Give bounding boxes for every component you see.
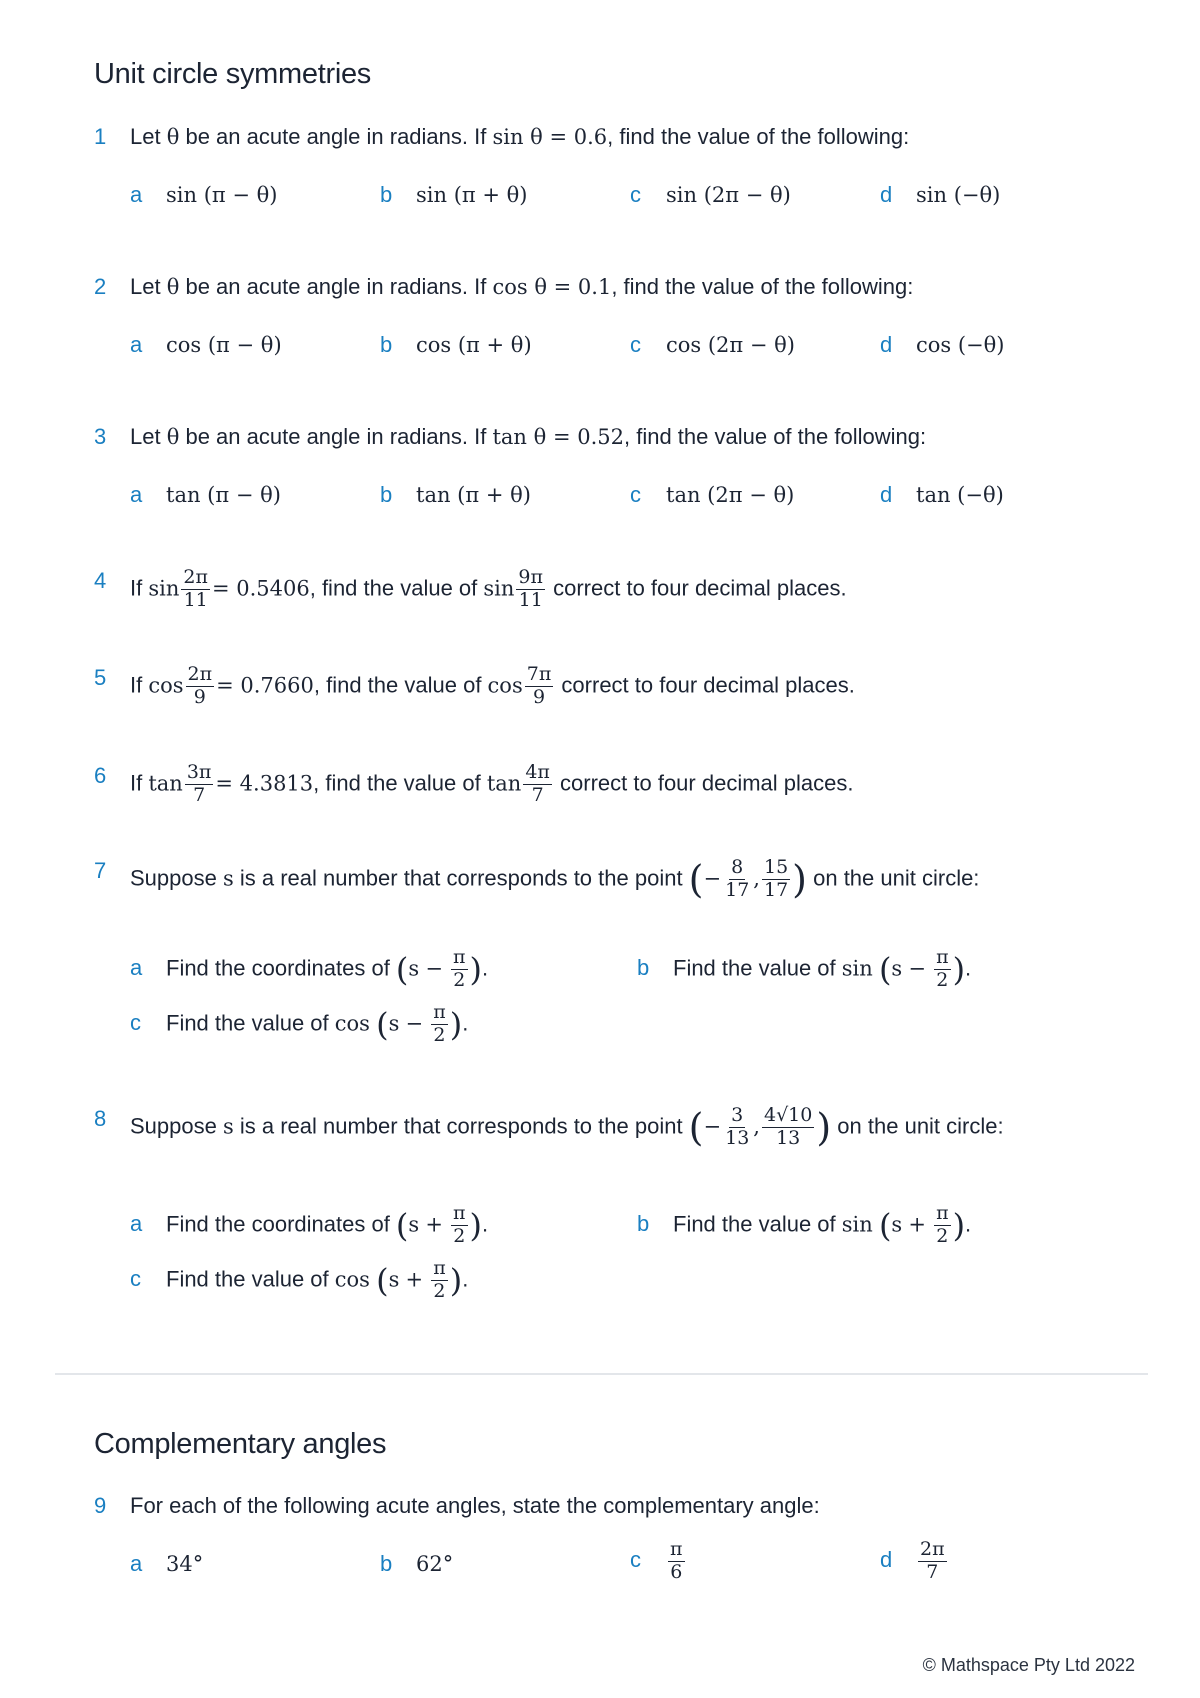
question-2: 2 Let θ be an acute angle in radians. If cos θ = 0.1, find the value of the following: — [94, 274, 914, 299]
fraction: $\frac{\pi}{2}$ — [453, 946, 466, 991]
fraction: $\frac{15}{17}$ — [763, 856, 789, 901]
question-9-part-c: c $\frac{\pi}{6}$ — [630, 1538, 683, 1583]
fraction: $\frac{\pi}{2}$ — [433, 1257, 446, 1302]
question-5: 5 If cos $\frac{2\pi}{9}$ = 0.7660, find the value of cos $\frac{7\pi}{9}$ correct to four decimal places. — [94, 663, 855, 708]
question-3-part-d: d tan (−θ) — [880, 482, 1004, 507]
section-divider — [55, 1373, 1148, 1375]
question-9-part-a: a 34° — [130, 1551, 204, 1576]
fraction: $\frac{2\pi}{9}$ — [187, 663, 213, 708]
question-number: 7 — [94, 858, 107, 883]
question-3-part-c: c tan (2π − θ) — [630, 482, 795, 507]
fraction: $\frac{\pi}{2}$ — [433, 1001, 446, 1046]
question-7-part-b: b Find the value of sin (s − $\frac{\pi}{2}$ ). — [637, 946, 972, 991]
question-1-part-c: c sin (2π − θ) — [630, 182, 791, 207]
fraction: $\frac{4\pi}{7}$ — [525, 761, 550, 806]
question-8-part-c: c Find the value of cos (s + $\frac{\pi}{2}$ ). — [130, 1257, 469, 1302]
fraction: $\frac{7\pi}{9}$ — [526, 663, 552, 708]
question-number: 2 — [94, 274, 107, 299]
question-8-part-a: a Find the coordinates of (s + $\frac{\pi}{2}$ ). — [130, 1202, 489, 1247]
question-number: 3 — [94, 424, 107, 449]
question-3-part-a: a tan (π − θ) — [130, 482, 281, 507]
question-2-part-b: b cos (π + θ) — [380, 332, 532, 357]
fraction: $\frac{\pi}{2}$ — [453, 1202, 466, 1247]
question-2-part-a: a cos (π − θ) — [130, 332, 282, 357]
fraction: $\frac{9\pi}{11}$ — [518, 566, 543, 611]
question-1-part-a: a sin (π − θ) — [130, 182, 278, 207]
question-number: 6 — [94, 763, 107, 788]
fraction: $\frac{\pi}{6}$ — [670, 1538, 683, 1583]
question-3-part-b: b tan (π + θ) — [380, 482, 531, 507]
question-2-part-c: c cos (2π − θ) — [630, 332, 795, 357]
question-6: 6 If tan $\frac{3\pi}{7}$ = 4.3813, find the value of tan $\frac{4\pi}{7}$ correct to four decimal places. — [94, 761, 854, 806]
copyright-footer: © Mathspace Pty Ltd 2022 — [922, 1655, 1135, 1675]
question-3: 3 Let θ be an acute angle in radians. If tan θ = 0.52, find the value of the following: — [94, 424, 927, 449]
question-8: 8 Suppose s is a real number that corresponds to the point (− $\frac{3}{13}$ , $\frac{4√10}{13}$ ) on the unit circle: — [94, 1104, 1004, 1150]
question-1-part-b: b sin (π + θ) — [380, 182, 528, 207]
fraction: $\frac{3\pi}{7}$ — [186, 761, 212, 806]
question-number: 5 — [94, 665, 107, 690]
question-9: 9 For each of the following acute angles, state the complementary angle: — [94, 1493, 820, 1518]
fraction: $\frac{8}{17}$ — [725, 856, 750, 901]
fraction: $\frac{2\pi}{11}$ — [183, 566, 208, 611]
question-7: 7 Suppose s is a real number that corresponds to the point (− $\frac{8}{17}$ , $\frac{15}{17}$ ) on the unit circle: — [94, 856, 980, 902]
fraction: $\frac{4√10}{13}$ — [763, 1104, 813, 1149]
question-8-part-b: b Find the value of sin (s + $\frac{\pi}{2}$ ). — [637, 1202, 972, 1247]
fraction: $\frac{2\pi}{7}$ — [920, 1538, 945, 1583]
fraction: $\frac{\pi}{2}$ — [936, 946, 949, 991]
section-title-unit-circle: Unit circle symmetries — [94, 58, 371, 90]
section-title-complementary: Complementary angles — [94, 1428, 387, 1460]
question-1: 1 Let θ be an acute angle in radians. If sin θ = 0.6, find the value of the following: — [94, 124, 910, 149]
question-7-part-a: a Find the coordinates of (s − $\frac{\pi}{2}$ ). — [130, 946, 489, 991]
question-9-part-b: b 62° — [380, 1551, 454, 1576]
question-number: 1 — [94, 124, 107, 149]
fraction: $\frac{3}{13}$ — [725, 1104, 750, 1149]
question-number: 9 — [94, 1493, 107, 1518]
question-4: 4 If sin $\frac{2\pi}{11}$ = 0.5406, find the value of sin $\frac{9\pi}{11}$ correct to four decimal places. — [94, 566, 847, 611]
question-9-part-d: d $\frac{2\pi}{7}$ — [880, 1538, 945, 1583]
fraction: $\frac{\pi}{2}$ — [936, 1202, 949, 1247]
question-number: 8 — [94, 1106, 107, 1131]
question-7-part-c: c Find the value of cos (s − $\frac{\pi}{2}$ ). — [130, 1001, 469, 1046]
question-2-part-d: d cos (−θ) — [880, 332, 1005, 357]
question-number: 4 — [94, 568, 107, 593]
question-1-part-d: d sin (−θ) — [880, 182, 1001, 207]
